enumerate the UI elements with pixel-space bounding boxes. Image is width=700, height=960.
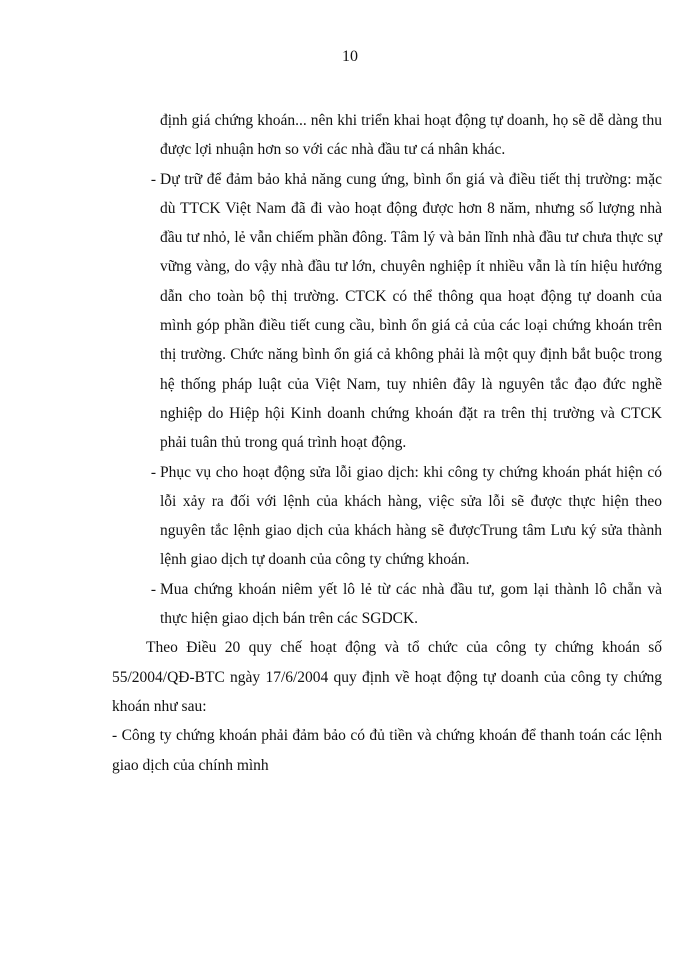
bullet-item-odd-lot: [112, 575, 662, 634]
paragraph-requirement: - Công ty chứng khoán phải đảm bảo có đủ tiền và chứng khoán để thanh toán các lệnh giao dịch của chính mình: [112, 727, 662, 774]
bullet-marker: -: [150, 580, 156, 598]
bullet-text: Phục vụ cho hoạt động sửa lỗi giao dịch: khi công ty chứng khoán phát hiện có lỗi xảy ra đối với lệnh của khách hàng, việc sửa lỗi sẽ được thực hiện theo nguyên tắc lệnh giao dịch của khách hàng sẽ đượcTrung tâm Lưu ký sửa thành lệnh giao dịch tự doanh của công ty chứng khoán.: [160, 463, 662, 569]
page-number: 10: [342, 48, 358, 65]
bullet-marker: -: [150, 170, 156, 188]
paragraph-continuation: định giá chứng khoán... nên khi triển khai hoạt động tự doanh, họ sẽ dễ dàng thu được lợi nhuận hơn so với các nhà đầu tư cá nhân khác.: [160, 112, 662, 159]
paragraph-regulation: Theo Điều 20 quy chế hoạt động và tổ chức của công ty chứng khoán số 55/2004/QĐ-BTC ngày 17/6/2004 quy định về hoạt động tự doanh của công ty chứng khoán như sau:: [112, 639, 662, 715]
document-body: [112, 106, 662, 780]
bullet-text: Mua chứng khoán niêm yết lô lẻ từ các nhà đầu tư, gom lại thành lô chẵn và thực hiện giao dịch bán trên các SGDCK.: [160, 580, 662, 628]
bullet-marker: -: [150, 463, 156, 481]
bullet-text: Dự trữ để đảm bảo khả năng cung ứng, bình ổn giá và điều tiết thị trường: mặc dù TTCK Việt Nam đã đi vào hoạt động được hơn 8 năm, nhưng số lượng nhà đầu tư nhỏ, lẻ vẫn chiếm phần đông. Tâm lý và bản lĩnh nhà đầu tư chưa thực sự vững vàng, do vậy nhà đầu tư lớn, chuyên nghiệp ít nhiều vẫn là tín hiệu hướng dẫn cho toàn bộ thị trường. CTCK có thể thông qua hoạt động tự doanh của mình góp phần điều tiết cung cầu, bình ổn giá cả của các loại chứng khoán trên thị trường. Chức năng bình ổn giá cả không phải là một quy định bắt buộc trong hệ thống pháp luật của Việt Nam, tuy nhiên đây là nguyên tắc đạo đức nghề nghiệp do Hiệp hội Kinh doanh chứng khoán đặt ra trên thị trường và CTCK phải tuân thủ trong quá trình hoạt động.: [160, 170, 662, 452]
bullet-item-reserve: [112, 165, 662, 458]
bullet-item-error-correction: [112, 458, 662, 575]
